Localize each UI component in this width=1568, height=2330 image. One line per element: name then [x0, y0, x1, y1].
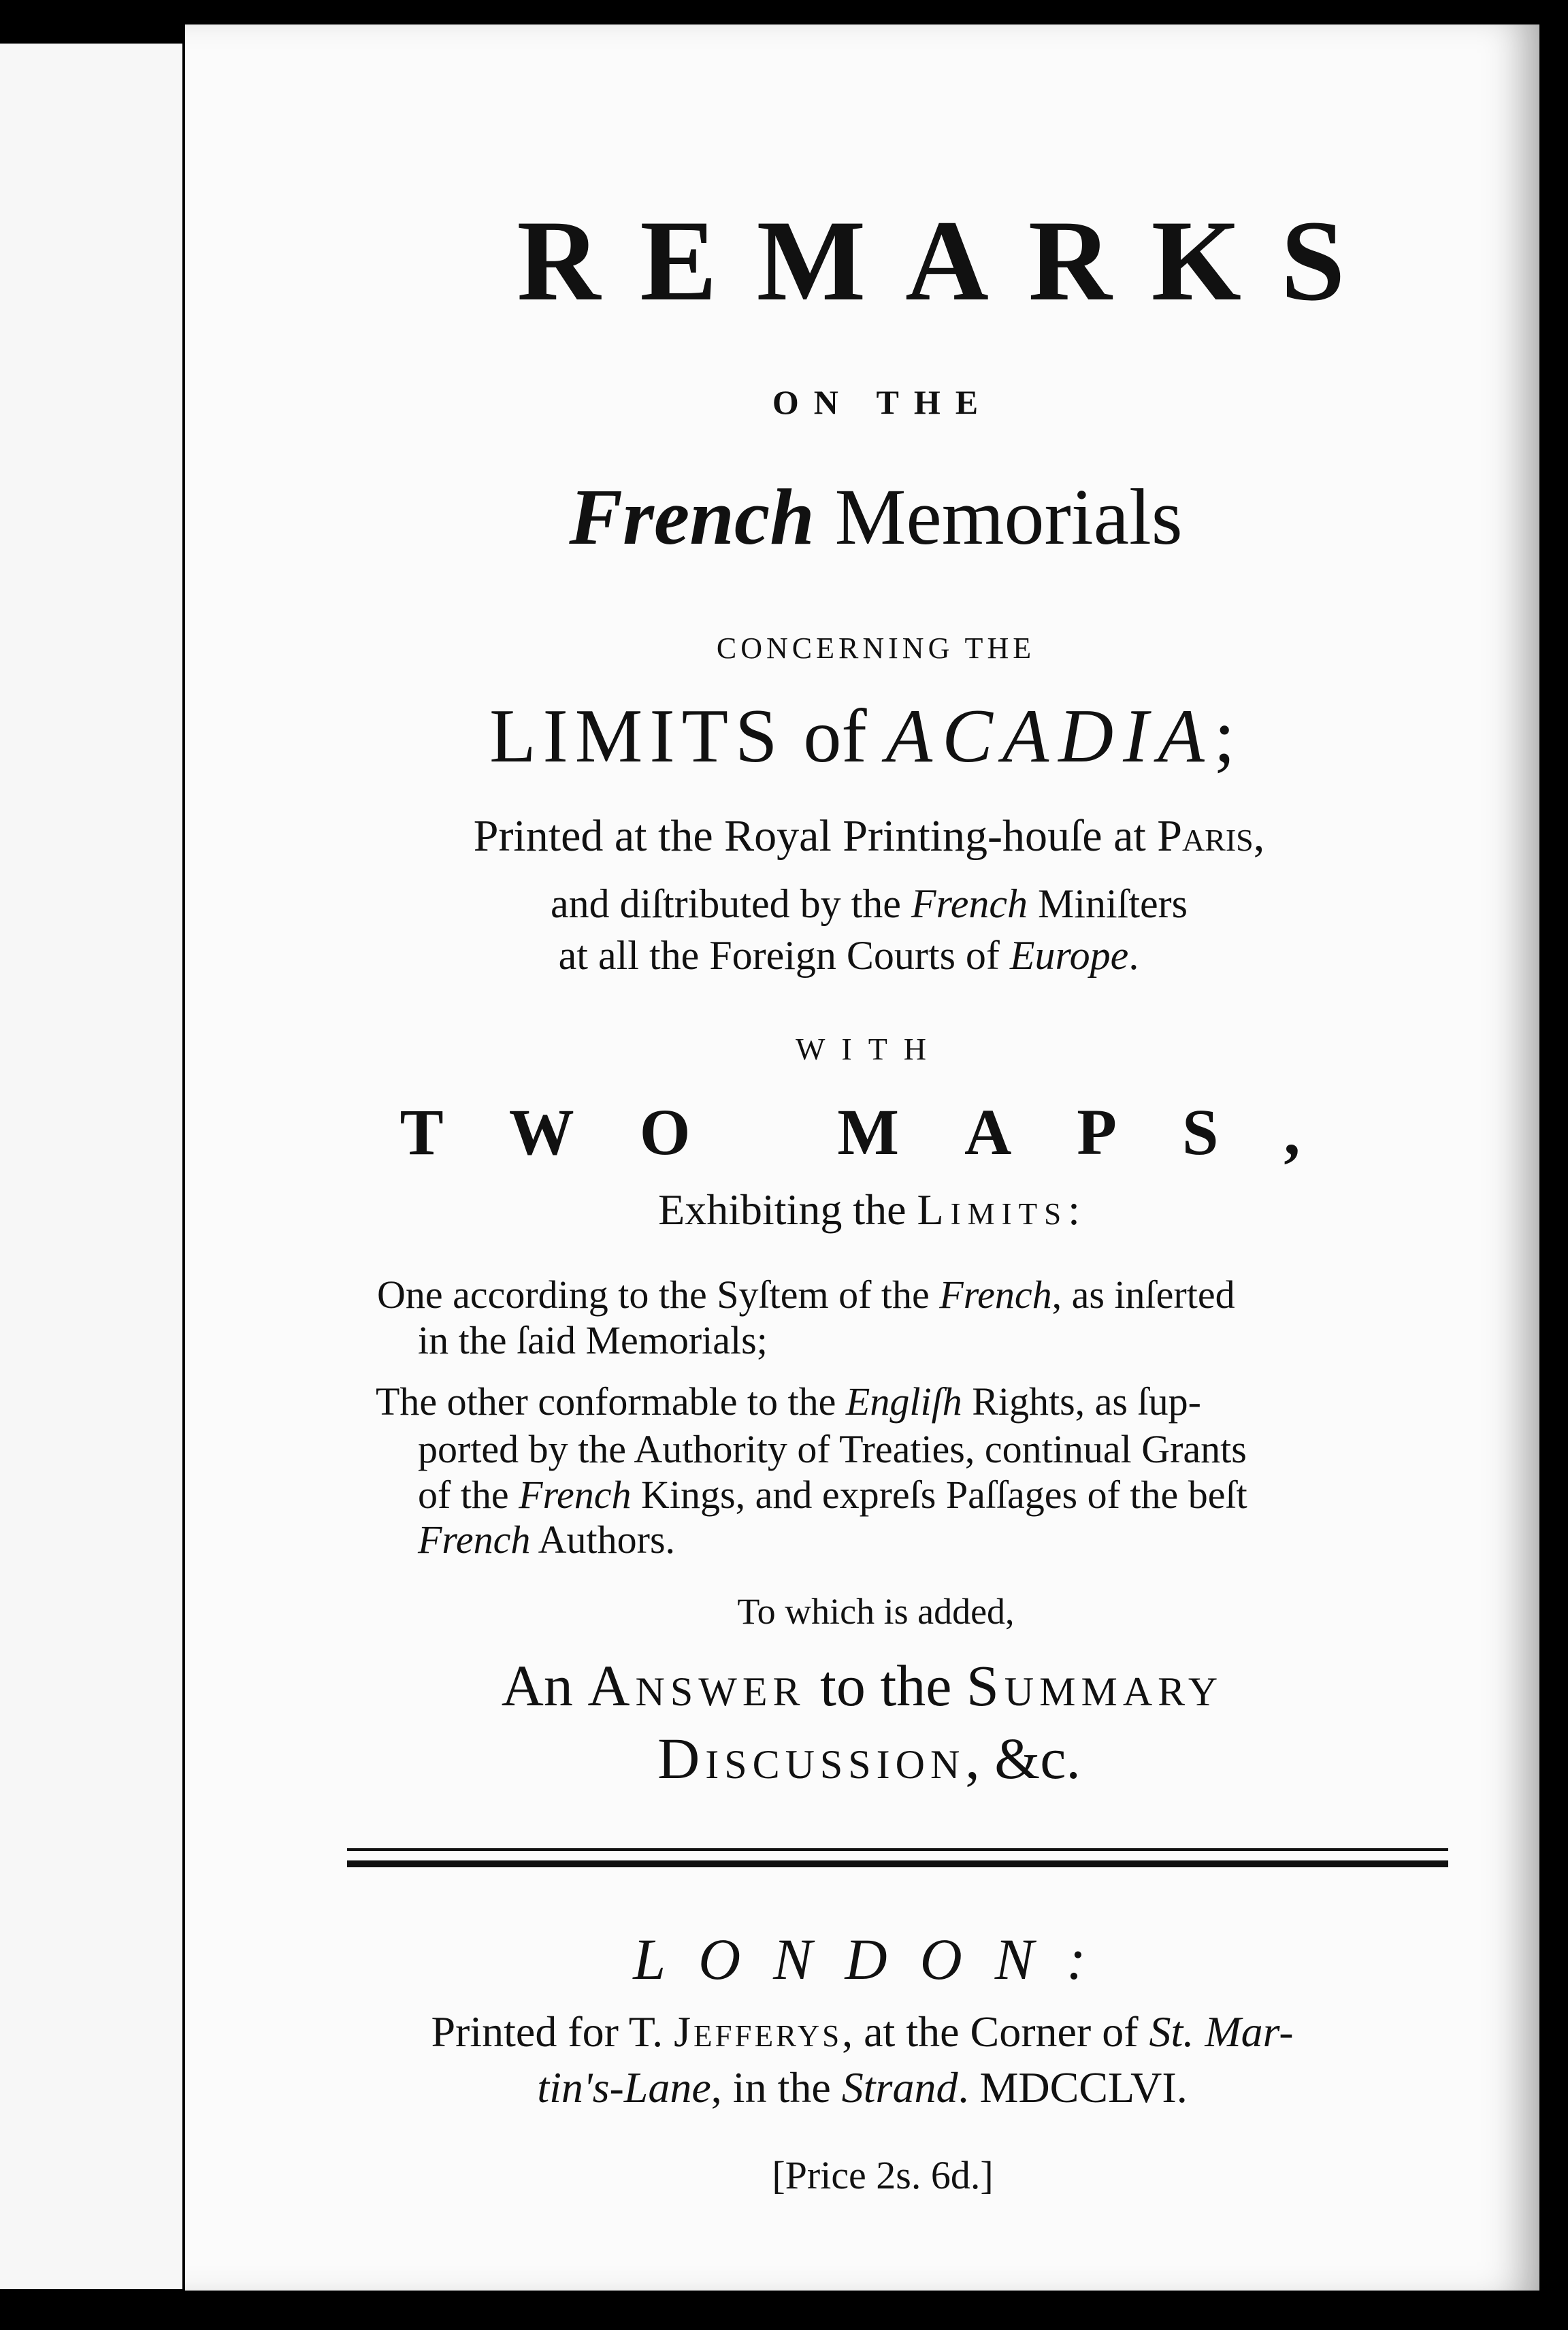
to-which-is-added: To which is added,: [737, 1591, 1015, 1632]
exhibiting-end: :: [1068, 1185, 1080, 1234]
in-the-words: , in the: [710, 2063, 842, 2112]
the-other-line-3: [418, 1475, 1568, 1515]
the-other-line-4: [418, 1517, 1568, 1562]
printed-for-line: [185, 2007, 1539, 2056]
limits-word: LIMITS: [489, 694, 785, 778]
discussion-word: Discussion: [657, 1726, 966, 1791]
one-according-line-1: [377, 1275, 1568, 1315]
answer-line: [185, 1653, 1539, 1718]
the-other-line-1: [376, 1379, 1568, 1424]
the-other-authors: Authors.: [530, 1517, 676, 1562]
summary-word: Summary: [966, 1653, 1224, 1718]
the-other-3c: Kings, and expreſs Paſſages of the beſt: [631, 1473, 1247, 1517]
distributed-line: [192, 883, 1546, 924]
europe-word: Europe: [1009, 933, 1129, 978]
two-maps-line: TWO MAPS,: [399, 1096, 1366, 1168]
printed-at-text: Printed at the Royal Printing-houſe at: [473, 811, 1158, 861]
to-the-words: to the: [805, 1653, 966, 1718]
exhibiting-line: [192, 1185, 1546, 1234]
english-word: Engliſh: [845, 1379, 962, 1424]
thin-rule: [347, 1848, 1448, 1851]
one-according-line-2: in the ſaid Memorials;: [418, 1318, 768, 1362]
the-other-french-authors: French: [418, 1517, 531, 1562]
discussion-end: , &c.: [965, 1726, 1081, 1791]
memorials-word: Memorials: [814, 472, 1183, 561]
one-according-a: One according to the Syſtem of the: [377, 1273, 940, 1317]
title-page: [185, 24, 1539, 2291]
printed-at-line: [192, 811, 1546, 861]
french-word: French: [569, 472, 815, 561]
an-word: An: [501, 1653, 588, 1718]
st-martin-part: St. Mar-: [1149, 2007, 1294, 2056]
the-other-a: The other conformable to the: [376, 1379, 846, 1424]
printed-for-rest: , at the Corner of: [842, 2007, 1149, 2056]
date-text: . MDCCLVI.: [958, 2063, 1188, 2112]
price-line: [Price 2s. 6d.]: [772, 2153, 994, 2197]
title-remarks: REMARKS: [517, 197, 1385, 325]
facing-blank-leaf: [0, 44, 182, 2289]
strand-word: Strand: [841, 2063, 958, 2112]
distributed-french: French: [911, 881, 1028, 926]
paris-word: Paris: [1157, 811, 1254, 861]
thick-rule: [347, 1860, 1448, 1867]
distributed-end: Miniſters: [1027, 881, 1188, 926]
foreign-courts-text: at all the Foreign Courts of: [558, 933, 1010, 978]
the-other-c: Rights, as ſup-: [962, 1379, 1201, 1424]
of-word: of: [784, 694, 886, 778]
printed-for-text: Printed for T.: [431, 2007, 674, 2056]
the-other-3a: of the: [418, 1473, 519, 1517]
the-other-french: French: [519, 1473, 632, 1517]
acadia-word: ACADIA: [885, 694, 1214, 778]
discussion-line: [192, 1726, 1546, 1791]
jefferys-name: Jefferys: [674, 2007, 843, 2056]
london-line: LONDON:: [633, 1926, 1119, 1992]
with-line: WITH: [795, 1032, 943, 1066]
foreign-courts-line: [172, 935, 1526, 976]
distributed-text: and diſtributed by the: [551, 881, 911, 926]
concerning-the-line: CONCERNING THE: [716, 631, 1036, 665]
one-according-french: French: [939, 1273, 1052, 1317]
french-memorials-line: [199, 472, 1553, 561]
exhibiting-text: Exhibiting the: [658, 1185, 917, 1234]
the-other-line-2: ported by the Authority of Treaties, continual Grants: [418, 1427, 1247, 1471]
printed-at-end: ,: [1253, 811, 1265, 861]
one-according-c: , as inſerted: [1051, 1273, 1235, 1317]
foreign-courts-end: .: [1128, 933, 1139, 978]
limits-of-acadia-line: [185, 694, 1539, 778]
on-the-line: ON THE: [772, 383, 994, 421]
limits-punct: ;: [1213, 694, 1235, 778]
limits-smallcaps: Limits: [917, 1185, 1068, 1234]
martins-lane-line: [185, 2063, 1539, 2112]
answer-word: Answer: [587, 1653, 806, 1718]
martins-lane: tin's-Lane: [537, 2063, 711, 2112]
